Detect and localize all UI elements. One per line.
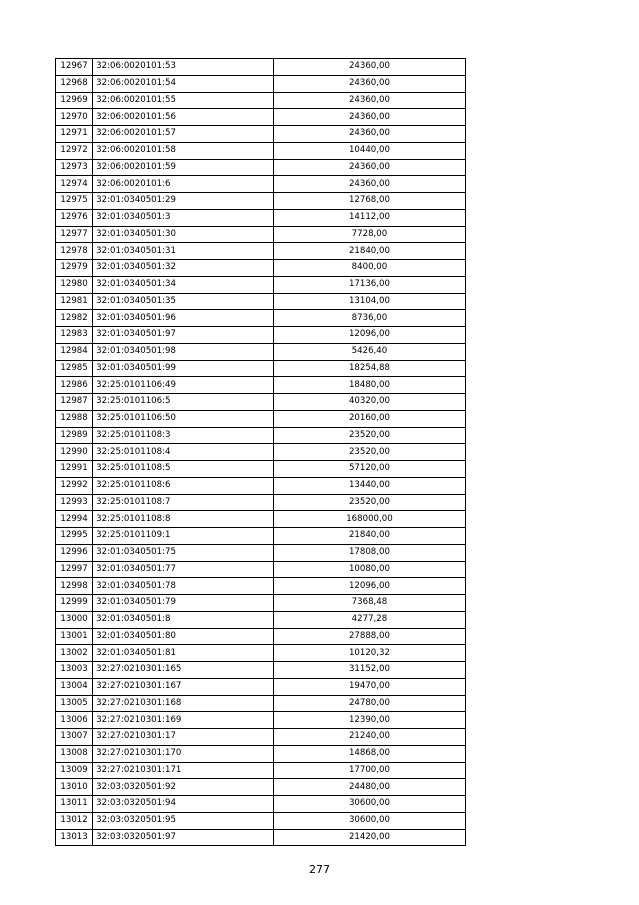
table-row bbox=[56, 678, 466, 695]
table-row bbox=[56, 360, 466, 377]
cadastral-number: 32:03:0320501:95 bbox=[93, 812, 274, 829]
cadastral-value: 24360,00 bbox=[273, 59, 465, 76]
table-row bbox=[56, 712, 466, 729]
cadastral-number: 32:03:0320501:92 bbox=[93, 779, 274, 796]
row-number: 12986 bbox=[56, 377, 93, 394]
cadastral-value: 21420,00 bbox=[273, 829, 465, 846]
cadastral-value: 12096,00 bbox=[273, 578, 465, 595]
table-row bbox=[56, 528, 466, 545]
cadastral-number: 32:25:0101109:1 bbox=[93, 528, 274, 545]
table-row bbox=[56, 126, 466, 143]
cadastral-number: 32:25:0101108:3 bbox=[93, 427, 274, 444]
cadastral-number: 32:01:0340501:81 bbox=[93, 645, 274, 662]
table-row bbox=[56, 578, 466, 595]
cadastral-value: 24480,00 bbox=[273, 779, 465, 796]
row-number: 12989 bbox=[56, 427, 93, 444]
row-number: 13009 bbox=[56, 762, 93, 779]
row-number: 13008 bbox=[56, 745, 93, 762]
table-row bbox=[56, 260, 466, 277]
row-number: 12997 bbox=[56, 561, 93, 578]
row-number: 12988 bbox=[56, 410, 93, 427]
cadastral-number: 32:25:0101108:8 bbox=[93, 511, 274, 528]
table-row bbox=[56, 561, 466, 578]
table-row bbox=[56, 327, 466, 344]
cadastral-number: 32:01:0340501:3 bbox=[93, 209, 274, 226]
cadastral-value: 27888,00 bbox=[273, 628, 465, 645]
table-row bbox=[56, 477, 466, 494]
row-number: 12975 bbox=[56, 193, 93, 210]
row-number: 12972 bbox=[56, 142, 93, 159]
cadastral-value: 17136,00 bbox=[273, 276, 465, 293]
row-number: 12992 bbox=[56, 477, 93, 494]
row-number: 12978 bbox=[56, 243, 93, 260]
row-number: 13002 bbox=[56, 645, 93, 662]
cadastral-value: 10440,00 bbox=[273, 142, 465, 159]
cadastral-number: 32:01:0340501:79 bbox=[93, 595, 274, 612]
table-row bbox=[56, 511, 466, 528]
cadastral-value: 168000,00 bbox=[273, 511, 465, 528]
table-row bbox=[56, 762, 466, 779]
row-number: 13001 bbox=[56, 628, 93, 645]
table-row bbox=[56, 293, 466, 310]
row-number: 12995 bbox=[56, 528, 93, 545]
cadastral-value: 21840,00 bbox=[273, 528, 465, 545]
cadastral-number: 32:06:0020101:57 bbox=[93, 126, 274, 143]
cadastral-number: 32:06:0020101:6 bbox=[93, 176, 274, 193]
row-number: 12990 bbox=[56, 444, 93, 461]
cadastral-number: 32:01:0340501:77 bbox=[93, 561, 274, 578]
cadastral-value: 24360,00 bbox=[273, 75, 465, 92]
cadastral-number: 32:01:0340501:98 bbox=[93, 343, 274, 360]
table-row bbox=[56, 343, 466, 360]
cadastral-value: 23520,00 bbox=[273, 444, 465, 461]
cadastral-number: 32:01:0340501:80 bbox=[93, 628, 274, 645]
table-row bbox=[56, 595, 466, 612]
table-row bbox=[56, 394, 466, 411]
cadastral-number: 32:01:0340501:32 bbox=[93, 260, 274, 277]
table-row bbox=[56, 628, 466, 645]
cadastral-number: 32:27:0210301:165 bbox=[93, 662, 274, 679]
row-number: 12993 bbox=[56, 494, 93, 511]
row-number: 12977 bbox=[56, 226, 93, 243]
table-row bbox=[56, 226, 466, 243]
cadastral-value: 21240,00 bbox=[273, 729, 465, 746]
cadastral-value: 10120,32 bbox=[273, 645, 465, 662]
cadastral-value: 19470,00 bbox=[273, 678, 465, 695]
cadastral-number: 32:03:0320501:97 bbox=[93, 829, 274, 846]
cadastral-value: 24780,00 bbox=[273, 695, 465, 712]
cadastral-value: 57120,00 bbox=[273, 461, 465, 478]
row-number: 13000 bbox=[56, 611, 93, 628]
cadastral-number: 32:27:0210301:17 bbox=[93, 729, 274, 746]
table-row bbox=[56, 92, 466, 109]
table-row bbox=[56, 109, 466, 126]
row-number: 12999 bbox=[56, 595, 93, 612]
table-row bbox=[56, 544, 466, 561]
cadastral-value: 12390,00 bbox=[273, 712, 465, 729]
row-number: 12984 bbox=[56, 343, 93, 360]
cadastral-value: 8736,00 bbox=[273, 310, 465, 327]
table-row bbox=[56, 176, 466, 193]
cadastral-number: 32:06:0020101:54 bbox=[93, 75, 274, 92]
row-number: 12979 bbox=[56, 260, 93, 277]
cadastral-value: 14868,00 bbox=[273, 745, 465, 762]
cadastral-value: 24360,00 bbox=[273, 159, 465, 176]
row-number: 12968 bbox=[56, 75, 93, 92]
row-number: 12998 bbox=[56, 578, 93, 595]
row-number: 13005 bbox=[56, 695, 93, 712]
cadastral-number: 32:06:0020101:58 bbox=[93, 142, 274, 159]
cadastral-number: 32:01:0340501:97 bbox=[93, 327, 274, 344]
row-number: 12987 bbox=[56, 394, 93, 411]
cadastral-number: 32:25:0101108:5 bbox=[93, 461, 274, 478]
row-number: 12973 bbox=[56, 159, 93, 176]
cadastral-number: 32:03:0320501:94 bbox=[93, 796, 274, 813]
table-row bbox=[56, 427, 466, 444]
cadastral-value: 12096,00 bbox=[273, 327, 465, 344]
table-row bbox=[56, 662, 466, 679]
cadastral-value: 24360,00 bbox=[273, 109, 465, 126]
row-number: 13013 bbox=[56, 829, 93, 846]
cadastral-number: 32:25:0101108:7 bbox=[93, 494, 274, 511]
cadastral-number: 32:27:0210301:168 bbox=[93, 695, 274, 712]
cadastral-number: 32:06:0020101:56 bbox=[93, 109, 274, 126]
cadastral-number: 32:01:0340501:99 bbox=[93, 360, 274, 377]
cadastral-value: 40320,00 bbox=[273, 394, 465, 411]
table-row bbox=[56, 444, 466, 461]
page-number: 277 bbox=[309, 863, 330, 876]
row-number: 13011 bbox=[56, 796, 93, 813]
cadastral-number: 32:01:0340501:78 bbox=[93, 578, 274, 595]
cadastral-value: 20160,00 bbox=[273, 410, 465, 427]
cadastral-number: 32:06:0020101:53 bbox=[93, 59, 274, 76]
row-number: 12969 bbox=[56, 92, 93, 109]
table-row bbox=[56, 494, 466, 511]
table-row bbox=[56, 729, 466, 746]
row-number: 12983 bbox=[56, 327, 93, 344]
cadastral-value: 8400,00 bbox=[273, 260, 465, 277]
row-number: 12985 bbox=[56, 360, 93, 377]
cadastral-number: 32:27:0210301:171 bbox=[93, 762, 274, 779]
table-row bbox=[56, 796, 466, 813]
table-row bbox=[56, 193, 466, 210]
table-row bbox=[56, 377, 466, 394]
row-number: 12982 bbox=[56, 310, 93, 327]
table-row bbox=[56, 209, 466, 226]
table-row bbox=[56, 410, 466, 427]
row-number: 12974 bbox=[56, 176, 93, 193]
row-number: 12994 bbox=[56, 511, 93, 528]
cadastral-value: 24360,00 bbox=[273, 176, 465, 193]
cadastral-value: 5426,40 bbox=[273, 343, 465, 360]
cadastral-value: 13440,00 bbox=[273, 477, 465, 494]
cadastral-value: 17808,00 bbox=[273, 544, 465, 561]
table-row bbox=[56, 310, 466, 327]
cadastral-value: 21840,00 bbox=[273, 243, 465, 260]
cadastral-value: 7368,48 bbox=[273, 595, 465, 612]
row-number: 12991 bbox=[56, 461, 93, 478]
cadastral-value: 17700,00 bbox=[273, 762, 465, 779]
row-number: 12967 bbox=[56, 59, 93, 76]
cadastral-number: 32:25:0101108:4 bbox=[93, 444, 274, 461]
table-row bbox=[56, 779, 466, 796]
cadastral-value: 13104,00 bbox=[273, 293, 465, 310]
cadastral-value: 4277,28 bbox=[273, 611, 465, 628]
table-row bbox=[56, 159, 466, 176]
cadastral-number: 32:06:0020101:59 bbox=[93, 159, 274, 176]
cadastral-number: 32:25:0101108:6 bbox=[93, 477, 274, 494]
row-number: 13006 bbox=[56, 712, 93, 729]
cadastral-number: 32:01:0340501:31 bbox=[93, 243, 274, 260]
table-row bbox=[56, 611, 466, 628]
cadastral-value: 30600,00 bbox=[273, 796, 465, 813]
cadastral-value: 18254,88 bbox=[273, 360, 465, 377]
row-number: 12980 bbox=[56, 276, 93, 293]
cadastral-number: 32:27:0210301:167 bbox=[93, 678, 274, 695]
row-number: 13007 bbox=[56, 729, 93, 746]
cadastral-number: 32:27:0210301:170 bbox=[93, 745, 274, 762]
table-row bbox=[56, 243, 466, 260]
table-row bbox=[56, 812, 466, 829]
row-number: 13003 bbox=[56, 662, 93, 679]
cadastral-number: 32:27:0210301:169 bbox=[93, 712, 274, 729]
cadastral-value: 18480,00 bbox=[273, 377, 465, 394]
table-row bbox=[56, 75, 466, 92]
cadastral-value: 23520,00 bbox=[273, 494, 465, 511]
cadastral-value: 10080,00 bbox=[273, 561, 465, 578]
cadastral-number: 32:01:0340501:35 bbox=[93, 293, 274, 310]
cadastral-value: 12768,00 bbox=[273, 193, 465, 210]
table-row bbox=[56, 59, 466, 76]
cadastral-number: 32:01:0340501:30 bbox=[93, 226, 274, 243]
cadastral-value: 14112,00 bbox=[273, 209, 465, 226]
cadastral-value: 30600,00 bbox=[273, 812, 465, 829]
row-number: 13012 bbox=[56, 812, 93, 829]
cadastral-value: 24360,00 bbox=[273, 126, 465, 143]
row-number: 13004 bbox=[56, 678, 93, 695]
cadastral-number: 32:01:0340501:34 bbox=[93, 276, 274, 293]
cadastral-value-table bbox=[55, 58, 466, 846]
cadastral-number: 32:01:0340501:96 bbox=[93, 310, 274, 327]
cadastral-number: 32:01:0340501:8 bbox=[93, 611, 274, 628]
cadastral-value: 24360,00 bbox=[273, 92, 465, 109]
cadastral-number: 32:01:0340501:75 bbox=[93, 544, 274, 561]
table-row bbox=[56, 745, 466, 762]
table-body bbox=[56, 59, 466, 846]
row-number: 13010 bbox=[56, 779, 93, 796]
table-row bbox=[56, 645, 466, 662]
table-row bbox=[56, 142, 466, 159]
row-number: 12976 bbox=[56, 209, 93, 226]
cadastral-value: 7728,00 bbox=[273, 226, 465, 243]
cadastral-value: 23520,00 bbox=[273, 427, 465, 444]
table-row bbox=[56, 276, 466, 293]
row-number: 12971 bbox=[56, 126, 93, 143]
cadastral-number: 32:25:0101106:5 bbox=[93, 394, 274, 411]
row-number: 12996 bbox=[56, 544, 93, 561]
table-row bbox=[56, 829, 466, 846]
cadastral-number: 32:25:0101106:50 bbox=[93, 410, 274, 427]
row-number: 12981 bbox=[56, 293, 93, 310]
table-row bbox=[56, 461, 466, 478]
cadastral-number: 32:01:0340501:29 bbox=[93, 193, 274, 210]
cadastral-value: 31152,00 bbox=[273, 662, 465, 679]
row-number: 12970 bbox=[56, 109, 93, 126]
table-row bbox=[56, 695, 466, 712]
cadastral-number: 32:06:0020101:55 bbox=[93, 92, 274, 109]
cadastral-number: 32:25:0101106:49 bbox=[93, 377, 274, 394]
